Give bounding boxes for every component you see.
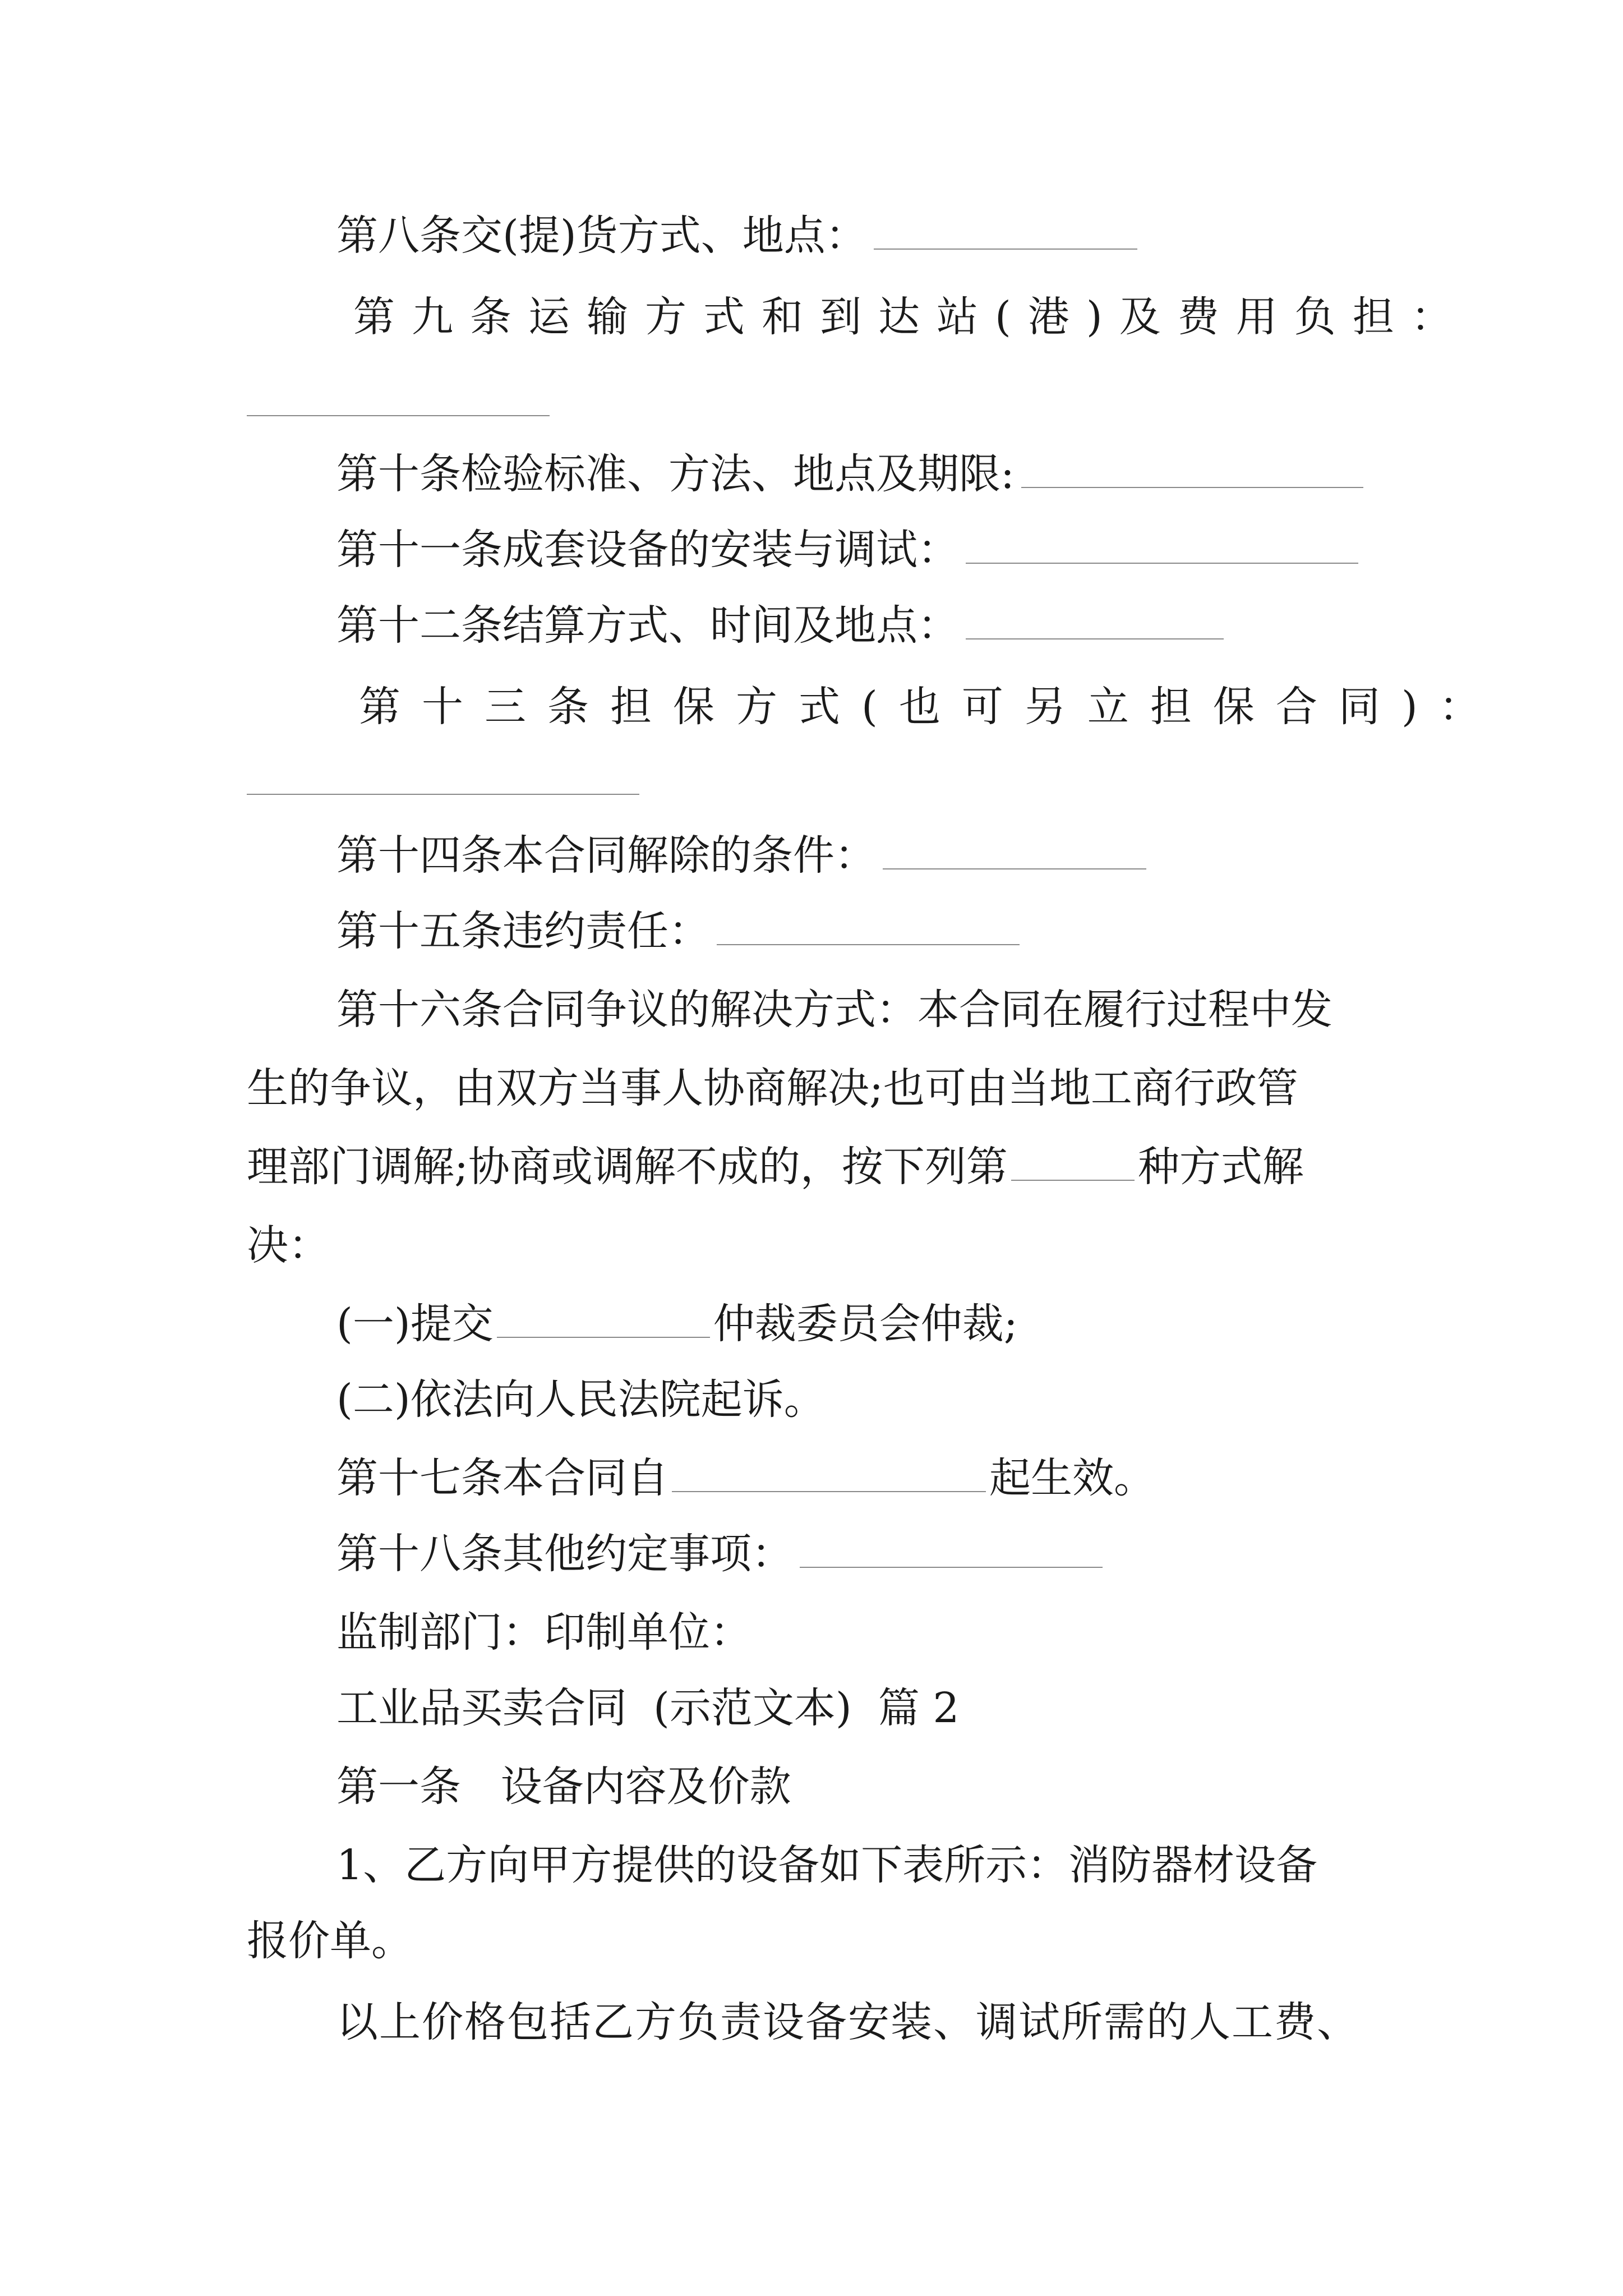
article-12-text: 第十二条结算方式、时间及地点： bbox=[336, 601, 959, 650]
article-8 bbox=[336, 208, 1391, 264]
article-16-text-3a: 理部门调解;协商或调解不成的，按下列第 bbox=[247, 1143, 1008, 1191]
article-18-text: 第十八条其他约定事项： bbox=[336, 1530, 793, 1578]
article-13-text: 第十三条担保方式(也可另立担保合同)： bbox=[359, 683, 1502, 731]
article-9 bbox=[353, 289, 1469, 345]
article-11 bbox=[336, 522, 1391, 578]
article-8-text: 第八条交(提)货方式、地点： bbox=[336, 211, 867, 260]
contract-title-2 bbox=[336, 1680, 1391, 1736]
item-1-text-1: 1、乙方向甲方提供的设备如下表所示：消防器材设备 bbox=[336, 1841, 1318, 1889]
article-13 bbox=[359, 679, 1502, 735]
article-12 bbox=[336, 597, 1391, 654]
item-1-line-1 bbox=[336, 1837, 1391, 1893]
blank-field bbox=[883, 835, 1146, 869]
article-15 bbox=[336, 903, 1391, 959]
blank-field bbox=[1011, 1146, 1135, 1181]
article-16-line-2 bbox=[247, 1060, 1391, 1116]
blank-field bbox=[800, 1533, 1103, 1568]
article-10 bbox=[336, 446, 1391, 502]
article-17-text-b: 起生效。 bbox=[989, 1454, 1155, 1502]
price-note bbox=[336, 1994, 1391, 2050]
supervising-dept-text: 监制部门：印制单位： bbox=[336, 1608, 751, 1657]
blank-field bbox=[247, 415, 550, 416]
article-14-text: 第十四条本合同解除的条件： bbox=[336, 831, 876, 880]
article-17 bbox=[336, 1450, 1391, 1506]
section-1-heading bbox=[336, 1759, 1391, 1815]
option-1-text-a: (一)提交 bbox=[336, 1300, 494, 1348]
blank-field bbox=[672, 1457, 986, 1492]
item-1-text-2: 报价单。 bbox=[247, 1917, 413, 1965]
section-1-heading-text: 第一条 设备内容及价款 bbox=[336, 1763, 791, 1811]
article-18 bbox=[336, 1526, 1391, 1582]
option-2-text: (二)依法向人民法院起诉。 bbox=[336, 1375, 826, 1424]
blank-field bbox=[717, 910, 1020, 945]
article-16-line-1 bbox=[336, 982, 1391, 1038]
article-16-text-3b: 种方式解 bbox=[1137, 1143, 1304, 1191]
item-1-line-2 bbox=[247, 1913, 1391, 1969]
blank-field bbox=[874, 215, 1137, 250]
article-15-text: 第十五条违约责任： bbox=[336, 907, 710, 955]
blank-field bbox=[247, 794, 639, 795]
option-1-text-b: 仲裁委员会仲裁; bbox=[713, 1300, 1018, 1348]
blank-field bbox=[497, 1303, 710, 1338]
blank-field bbox=[1021, 453, 1363, 488]
blank-field bbox=[966, 605, 1224, 639]
article-16-text-2: 生的争议，由双方当事人协商解决;也可由当地工商行政管 bbox=[247, 1064, 1298, 1112]
supervising-dept bbox=[336, 1604, 1391, 1660]
article-16-text-4: 决： bbox=[247, 1221, 330, 1269]
blank-field bbox=[966, 529, 1358, 564]
article-9-text: 第九条运输方式和到达站(港)及费用负担： bbox=[353, 293, 1469, 341]
article-17-text-a: 第十七条本合同自 bbox=[336, 1454, 668, 1502]
article-16-line-4 bbox=[247, 1217, 1391, 1273]
article-10-text: 第十条检验标准、方法、地点及期限: bbox=[336, 450, 1015, 498]
contract-title-2-text: 工业品买卖合同 (示范文本) 篇 2 bbox=[336, 1684, 960, 1732]
article-14 bbox=[336, 827, 1391, 884]
option-1 bbox=[336, 1296, 1391, 1352]
option-2 bbox=[336, 1372, 1391, 1428]
price-note-text: 以上价格包括乙方负责设备安装、调试所需的人工费、 bbox=[336, 1998, 1359, 2046]
article-11-text: 第十一条成套设备的安装与调试： bbox=[336, 526, 959, 574]
article-16-line-3 bbox=[247, 1139, 1391, 1195]
article-16-text-1: 第十六条合同争议的解决方式：本合同在履行过程中发 bbox=[336, 986, 1332, 1034]
